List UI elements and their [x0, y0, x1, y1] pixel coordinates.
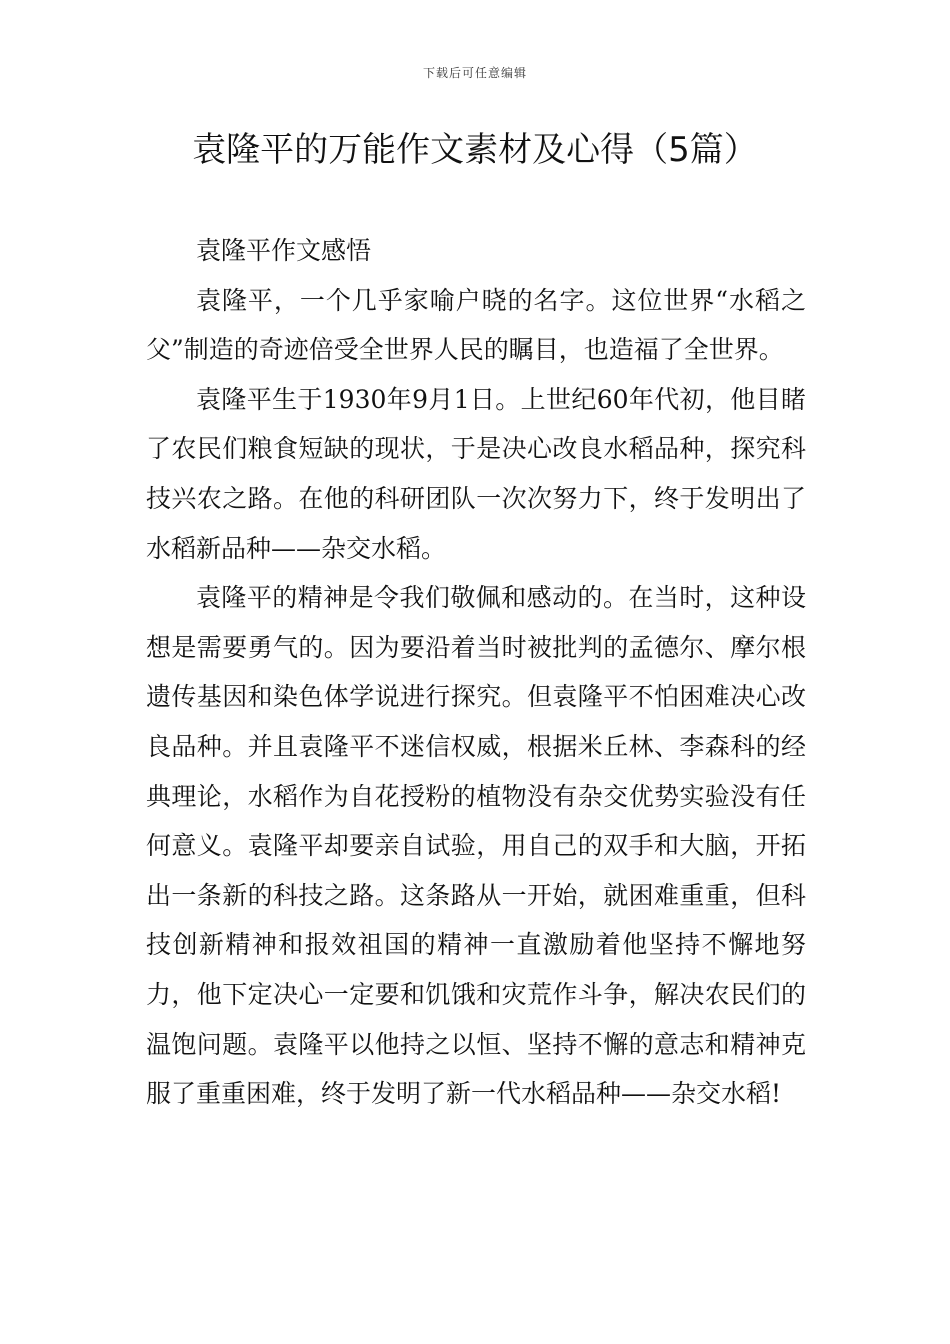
paragraph: 袁隆平，一个几乎家喻户晓的名字。这位世界“水稻之父”制造的奇迹倍受全世界人民的瞩目，也造福了全世界。	[146, 285, 806, 365]
paragraph: 袁隆平的精神是令我们敬佩和感动的。在当时，这种设想是需要勇气的。因为要沿着当时被批判的孟德尔、摩尔根遗传基因和染色体学说进行探究。但袁隆平不怕困难决心改良品种。并且袁隆平不迷信权威，根据米丘林、李森科的经典理论，水稻作为自花授粉的植物没有杂交优势实验没有任何意义。袁隆平却要亲自试验，用自己的双手和大脑，开拓出一条新的科技之路。这条路从一开始，就困难重重，但科技创新精神和报效祖国的精神一直激励着他坚持不懈地努力，他下定决心一定要和饥饿和灾荒作斗争，解决农民们的温饱问题。袁隆平以他持之以恒、坚持不懈的意志和精神克服了重重困难，终于发明了新一代水稻品种——杂交水稻!	[146, 583, 806, 1109]
document-title: 袁隆平的万能作文素材及心得（5篇）	[192, 130, 758, 170]
paragraph: 袁隆平生于1930年9月1日。上世纪60年代初，他目睹了农民们粮食短缺的现状，于是决心改良水稻品种，探究科技兴农之路。在他的科研团队一次次努力下，终于发明出了水稻新品种——杂交水稻。	[146, 384, 806, 563]
document-body	[146, 226, 806, 1119]
section-heading: 袁隆平作文感悟	[196, 236, 372, 265]
header-note: 下载后可任意编辑	[422, 66, 527, 80]
